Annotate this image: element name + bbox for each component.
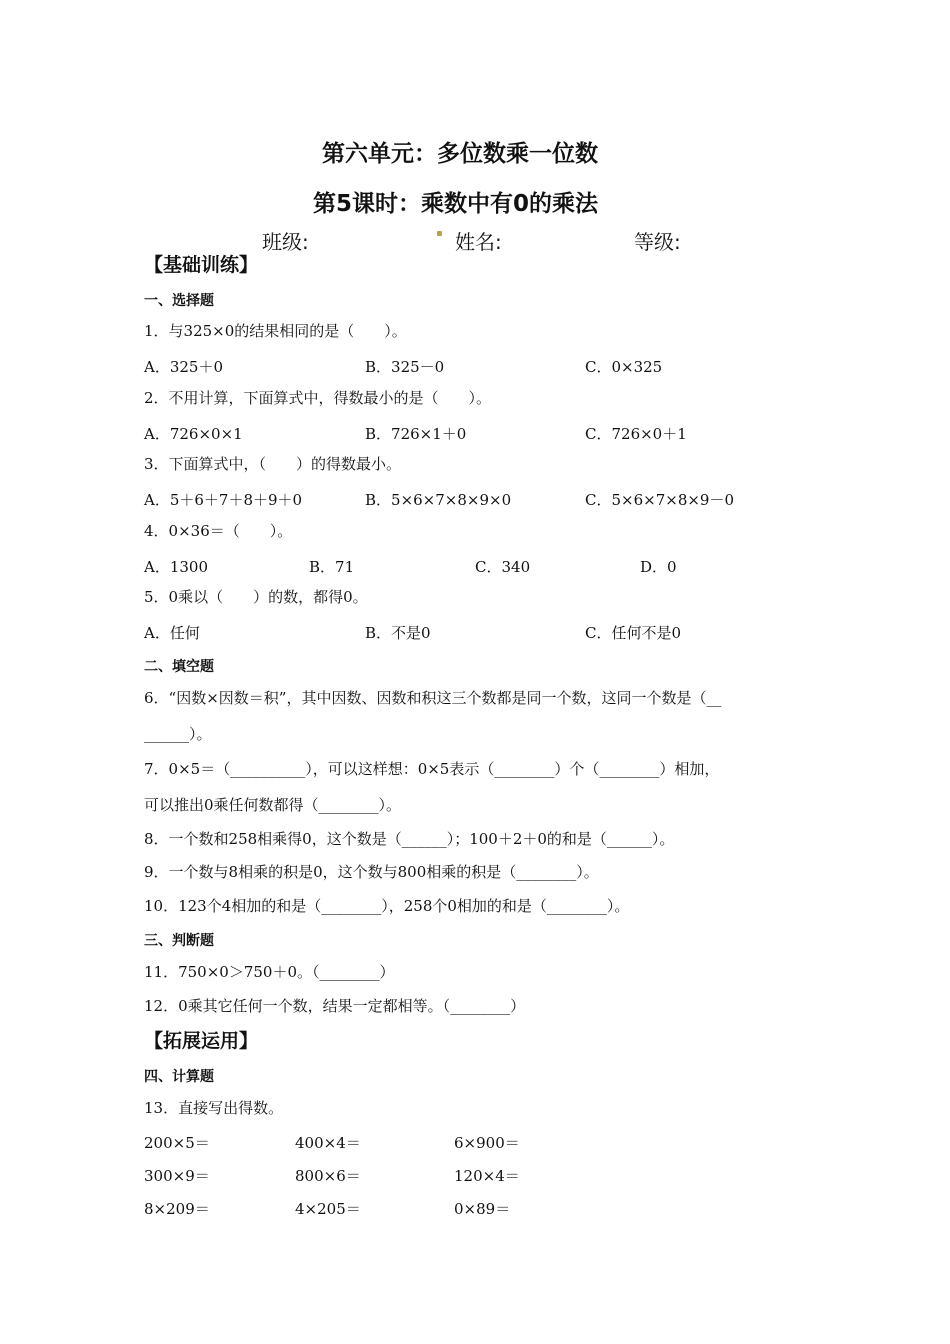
calc-item: 4×205＝ — [295, 1200, 361, 1218]
question-13: 13．直接写出得数。 — [144, 1099, 284, 1117]
q3-option-b: B．5×6×7×8×9×0 — [365, 491, 512, 509]
question-6-line-2: ______）。 — [144, 725, 212, 743]
grade-label: 等级: — [634, 230, 681, 254]
page-title: 第六单元：多位数乘一位数 — [322, 141, 598, 167]
calc-item: 120×4＝ — [454, 1167, 520, 1185]
q2-option-b: B．726×1＋0 — [365, 425, 467, 443]
q4-option-a: A．1300 — [144, 558, 209, 576]
question-2: 2．不用计算，下面算式中，得数最小的是（ ）。 — [144, 389, 492, 407]
q4-option-d: D．0 — [640, 558, 677, 576]
section-choice: 一、选择题 — [144, 293, 214, 309]
q1-option-a: A．325＋0 — [144, 358, 224, 376]
question-8: 8．一个数和258相乘得0，这个数是（______）；100＋2＋0的和是（______）。 — [144, 830, 675, 848]
section-calc: 四、计算题 — [144, 1069, 214, 1085]
calc-item: 300×9＝ — [144, 1167, 210, 1185]
calc-item: 400×4＝ — [295, 1134, 361, 1152]
question-7-line-1: 7．0×5＝（__________），可以这样想：0×5表示（________）个（________）相加， — [144, 760, 720, 778]
calc-item: 0×89＝ — [454, 1200, 511, 1218]
q5-option-b: B．不是0 — [365, 624, 431, 642]
q5-option-a: A．任何 — [144, 624, 200, 642]
q3-option-c: C．5×6×7×8×9－0 — [585, 491, 735, 509]
decorative-dot — [437, 231, 442, 236]
question-6-line-1: 6．“因数×因数＝积”，其中因数、因数和积这三个数都是同一个数，这同一个数是（__ — [144, 689, 722, 707]
q3-option-a: A．5＋6＋7＋8＋9＋0 — [144, 491, 303, 509]
q2-option-c: C．726×0＋1 — [585, 425, 687, 443]
question-4: 4．0×36＝（ ）。 — [144, 522, 293, 540]
q5-option-c: C．任何不是0 — [585, 624, 682, 642]
class-label: 班级: — [262, 230, 309, 254]
q4-option-b: B．71 — [309, 558, 355, 576]
page-subtitle: 第5课时：乘数中有0的乘法 — [313, 191, 599, 217]
section-extend: 【拓展运用】 — [144, 1030, 259, 1052]
q1-option-b: B．325－0 — [365, 358, 445, 376]
calc-item: 200×5＝ — [144, 1134, 210, 1152]
question-11: 11．750×0＞750＋0。（________） — [144, 963, 395, 981]
question-7-line-2: 可以推出0乘任何数都得（________）。 — [144, 796, 402, 814]
question-3: 3．下面算式中，（ ）的得数最小。 — [144, 455, 402, 473]
section-basic: 【基础训练】 — [144, 254, 259, 276]
name-label: 姓名: — [455, 230, 502, 254]
question-12: 12．0乘其它任何一个数，结果一定都相等。（________） — [144, 997, 526, 1015]
question-9: 9．一个数与8相乘的积是0，这个数与800相乘的积是（________）。 — [144, 863, 599, 881]
q4-option-c: C．340 — [475, 558, 531, 576]
section-judge: 三、判断题 — [144, 933, 214, 949]
calc-item: 6×900＝ — [454, 1134, 520, 1152]
section-fill: 二、填空题 — [144, 659, 214, 675]
q2-option-a: A．726×0×1 — [144, 425, 243, 443]
question-1: 1．与325×0的结果相同的是（ ）。 — [144, 322, 407, 340]
calc-item: 800×6＝ — [295, 1167, 361, 1185]
q1-option-c: C．0×325 — [585, 358, 663, 376]
question-10: 10．123个4相加的和是（________），258个0相加的和是（________）。 — [144, 897, 630, 915]
question-5: 5．0乘以（ ）的数，都得0。 — [144, 588, 368, 606]
calc-item: 8×209＝ — [144, 1200, 210, 1218]
